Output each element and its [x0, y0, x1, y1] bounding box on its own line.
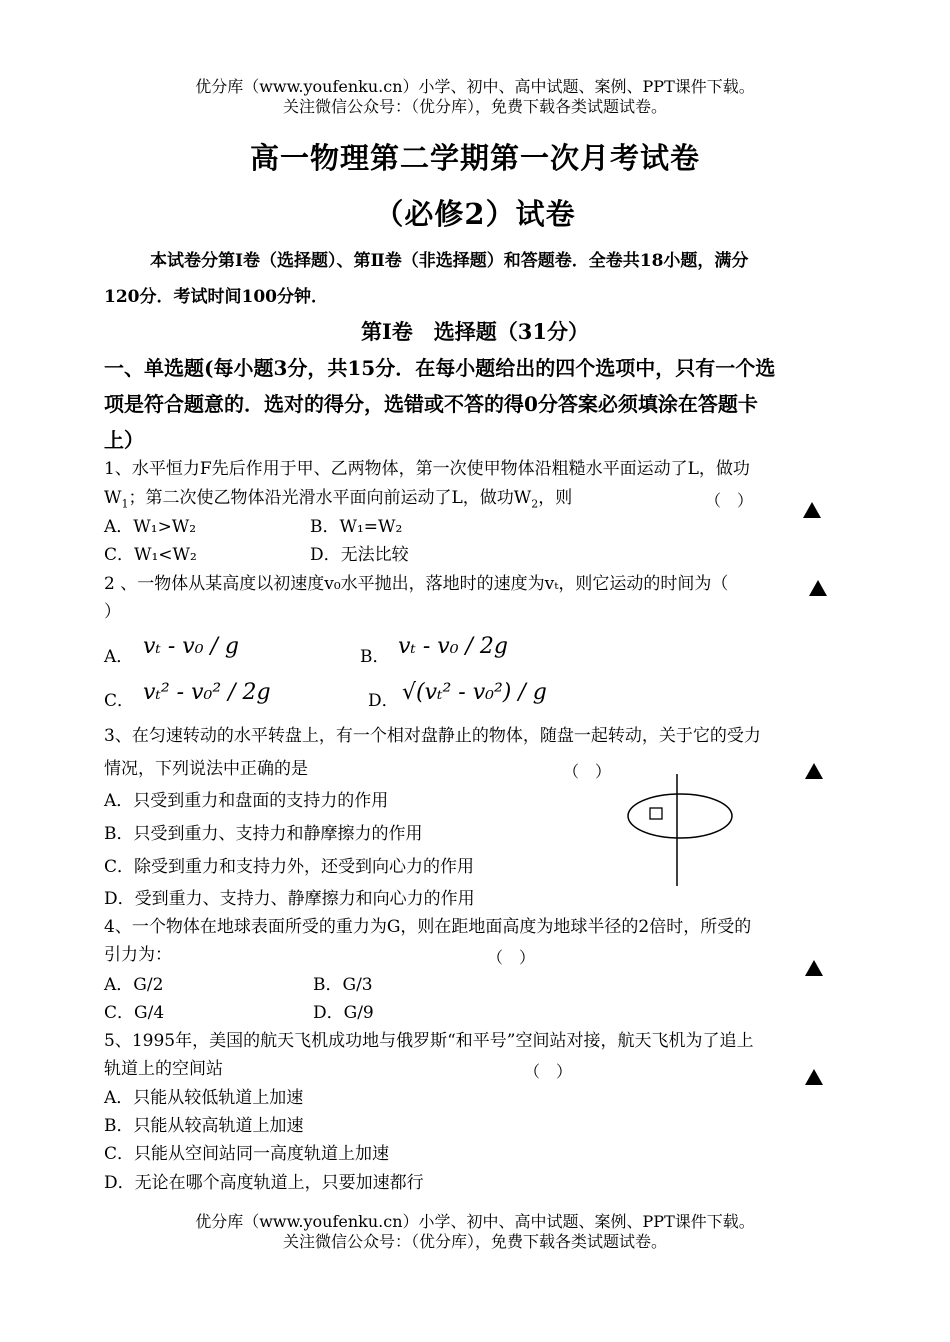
q2-option-d-formula: √(vₜ² - v₀²) / g [402, 680, 547, 705]
q5-answer-blank: （ ） [524, 1062, 573, 1081]
q4-marker-triangle-icon [805, 960, 823, 976]
section-instruction-2: 项是符合题意的．选对的得分，选错或不答的得0分答案必须填涂在答题卡 [104, 392, 758, 416]
q5-stem-line-1: 5、1995年，美国的航天飞机成功地与俄罗斯“和平号”空间站对接，航天飞机为了追上 [104, 1031, 754, 1051]
turntable-disc [628, 794, 732, 838]
q1-stem-line-1: 1、水平恒力F先后作用于甲、乙两物体，第一次使甲物体沿粗糙水平面运动了L，做功 [104, 459, 750, 479]
header-line-1: 优分库（www.youfenku.cn）小学、初中、高中试题、案例、PPT课件下载。 [195, 77, 755, 96]
turntable-diagram [620, 770, 740, 890]
q1-answer-blank: （ ） [705, 491, 754, 510]
q2-option-c-formula: vₜ² - v₀² / 2g [143, 680, 271, 705]
intro-line-2: 120分．考试时间100分钟． [104, 287, 328, 307]
q3-answer-blank: （ ） [563, 762, 612, 781]
section-heading: 第Ⅰ卷 选择题（31分） [360, 319, 590, 344]
header-line-2: 关注微信公众号：（优分库），免费下载各类试题试卷。 [282, 97, 667, 116]
q4-option-b: B．G/3 [313, 975, 373, 995]
section-instruction-3: 上） [104, 428, 144, 452]
object-block [650, 808, 662, 819]
q3-stem-line-2: 情况，下列说法中正确的是 [104, 759, 308, 779]
q4-option-c: C．G/4 [104, 1003, 165, 1023]
q2-option-c-label: C． [104, 691, 135, 711]
q2-option-a-label: A． [104, 647, 134, 667]
q1-option-b: B．W₁=W₂ [310, 517, 403, 537]
q5-stem-line-2: 轨道上的空间站 [104, 1059, 223, 1079]
q2-option-a-formula: vₜ - v₀ / g [143, 634, 240, 659]
footer-line-2: 关注微信公众号：（优分库），免费下载各类试题试卷。 [282, 1232, 667, 1251]
q5-option-a: A．只能从较低轨道上加速 [104, 1088, 304, 1108]
q2-option-d-label: D． [368, 691, 399, 711]
q2-option-b-label: B． [360, 647, 390, 667]
q3-option-c: C．除受到重力和支持力外，还受到向心力的作用 [104, 857, 475, 877]
q1-stem-line-2: $W_1$；第二次使乙物体沿光滑水平面向前运动了L，做功$W_2$，则 [104, 488, 573, 511]
q1-option-d: D．无法比较 [310, 545, 409, 565]
q3-option-b: B．只受到重力、支持力和静摩擦力的作用 [104, 824, 423, 844]
section-instruction-1: 一、单选题(每小题3分，共15分．在每小题给出的四个选项中，只有一个选 [104, 356, 776, 380]
q4-option-a: A．G/2 [104, 975, 164, 995]
q4-stem-line-2: 引力为： [104, 945, 172, 965]
q1-marker-triangle-icon [803, 502, 821, 518]
q4-answer-blank: （ ） [487, 948, 536, 967]
footer-line-1: 优分库（www.youfenku.cn）小学、初中、高中试题、案例、PPT课件下载。 [195, 1212, 755, 1231]
intro-line-1: 本试卷分第Ⅰ卷（选择题）、第Ⅱ卷（非选择题）和答题卷．全卷共18小题，满分 [150, 251, 749, 271]
q3-option-a: A．只受到重力和盘面的支持力的作用 [104, 791, 389, 811]
q3-marker-triangle-icon [805, 763, 823, 779]
q1-option-c: C．W₁<W₂ [104, 545, 197, 565]
q1-option-a: A．W₁>W₂ [104, 517, 197, 537]
q4-option-d: D．G/9 [313, 1003, 374, 1023]
exam-title: 高一物理第二学期第一次月考试卷 [249, 141, 700, 175]
exam-subtitle: （必修2）试卷 [374, 197, 576, 231]
q2-stem-line-1: 2 、一物体从某高度以初速度v₀水平抛出，落地时的速度为vₜ，则它运动的时间为（ [104, 574, 729, 594]
q3-stem-line-1: 3、在匀速转动的水平转盘上，有一个相对盘静止的物体，随盘一起转动，关于它的受力 [104, 726, 761, 746]
q2-marker-triangle-icon [809, 580, 827, 596]
q5-option-b: B．只能从较高轨道上加速 [104, 1116, 304, 1136]
q5-option-d: D．无论在哪个高度轨道上，只要加速都行 [104, 1173, 424, 1193]
q5-marker-triangle-icon [805, 1069, 823, 1085]
q3-option-d: D．受到重力、支持力、静摩擦力和向心力的作用 [104, 889, 475, 909]
q4-stem-line-1: 4、一个物体在地球表面所受的重力为G，则在距地面高度为地球半径的2倍时，所受的 [104, 917, 752, 937]
q2-option-b-formula: vₜ - v₀ / 2g [398, 634, 508, 659]
q2-stem-line-2: ） [104, 602, 121, 622]
q5-option-c: C．只能从空间站同一高度轨道上加速 [104, 1144, 390, 1164]
